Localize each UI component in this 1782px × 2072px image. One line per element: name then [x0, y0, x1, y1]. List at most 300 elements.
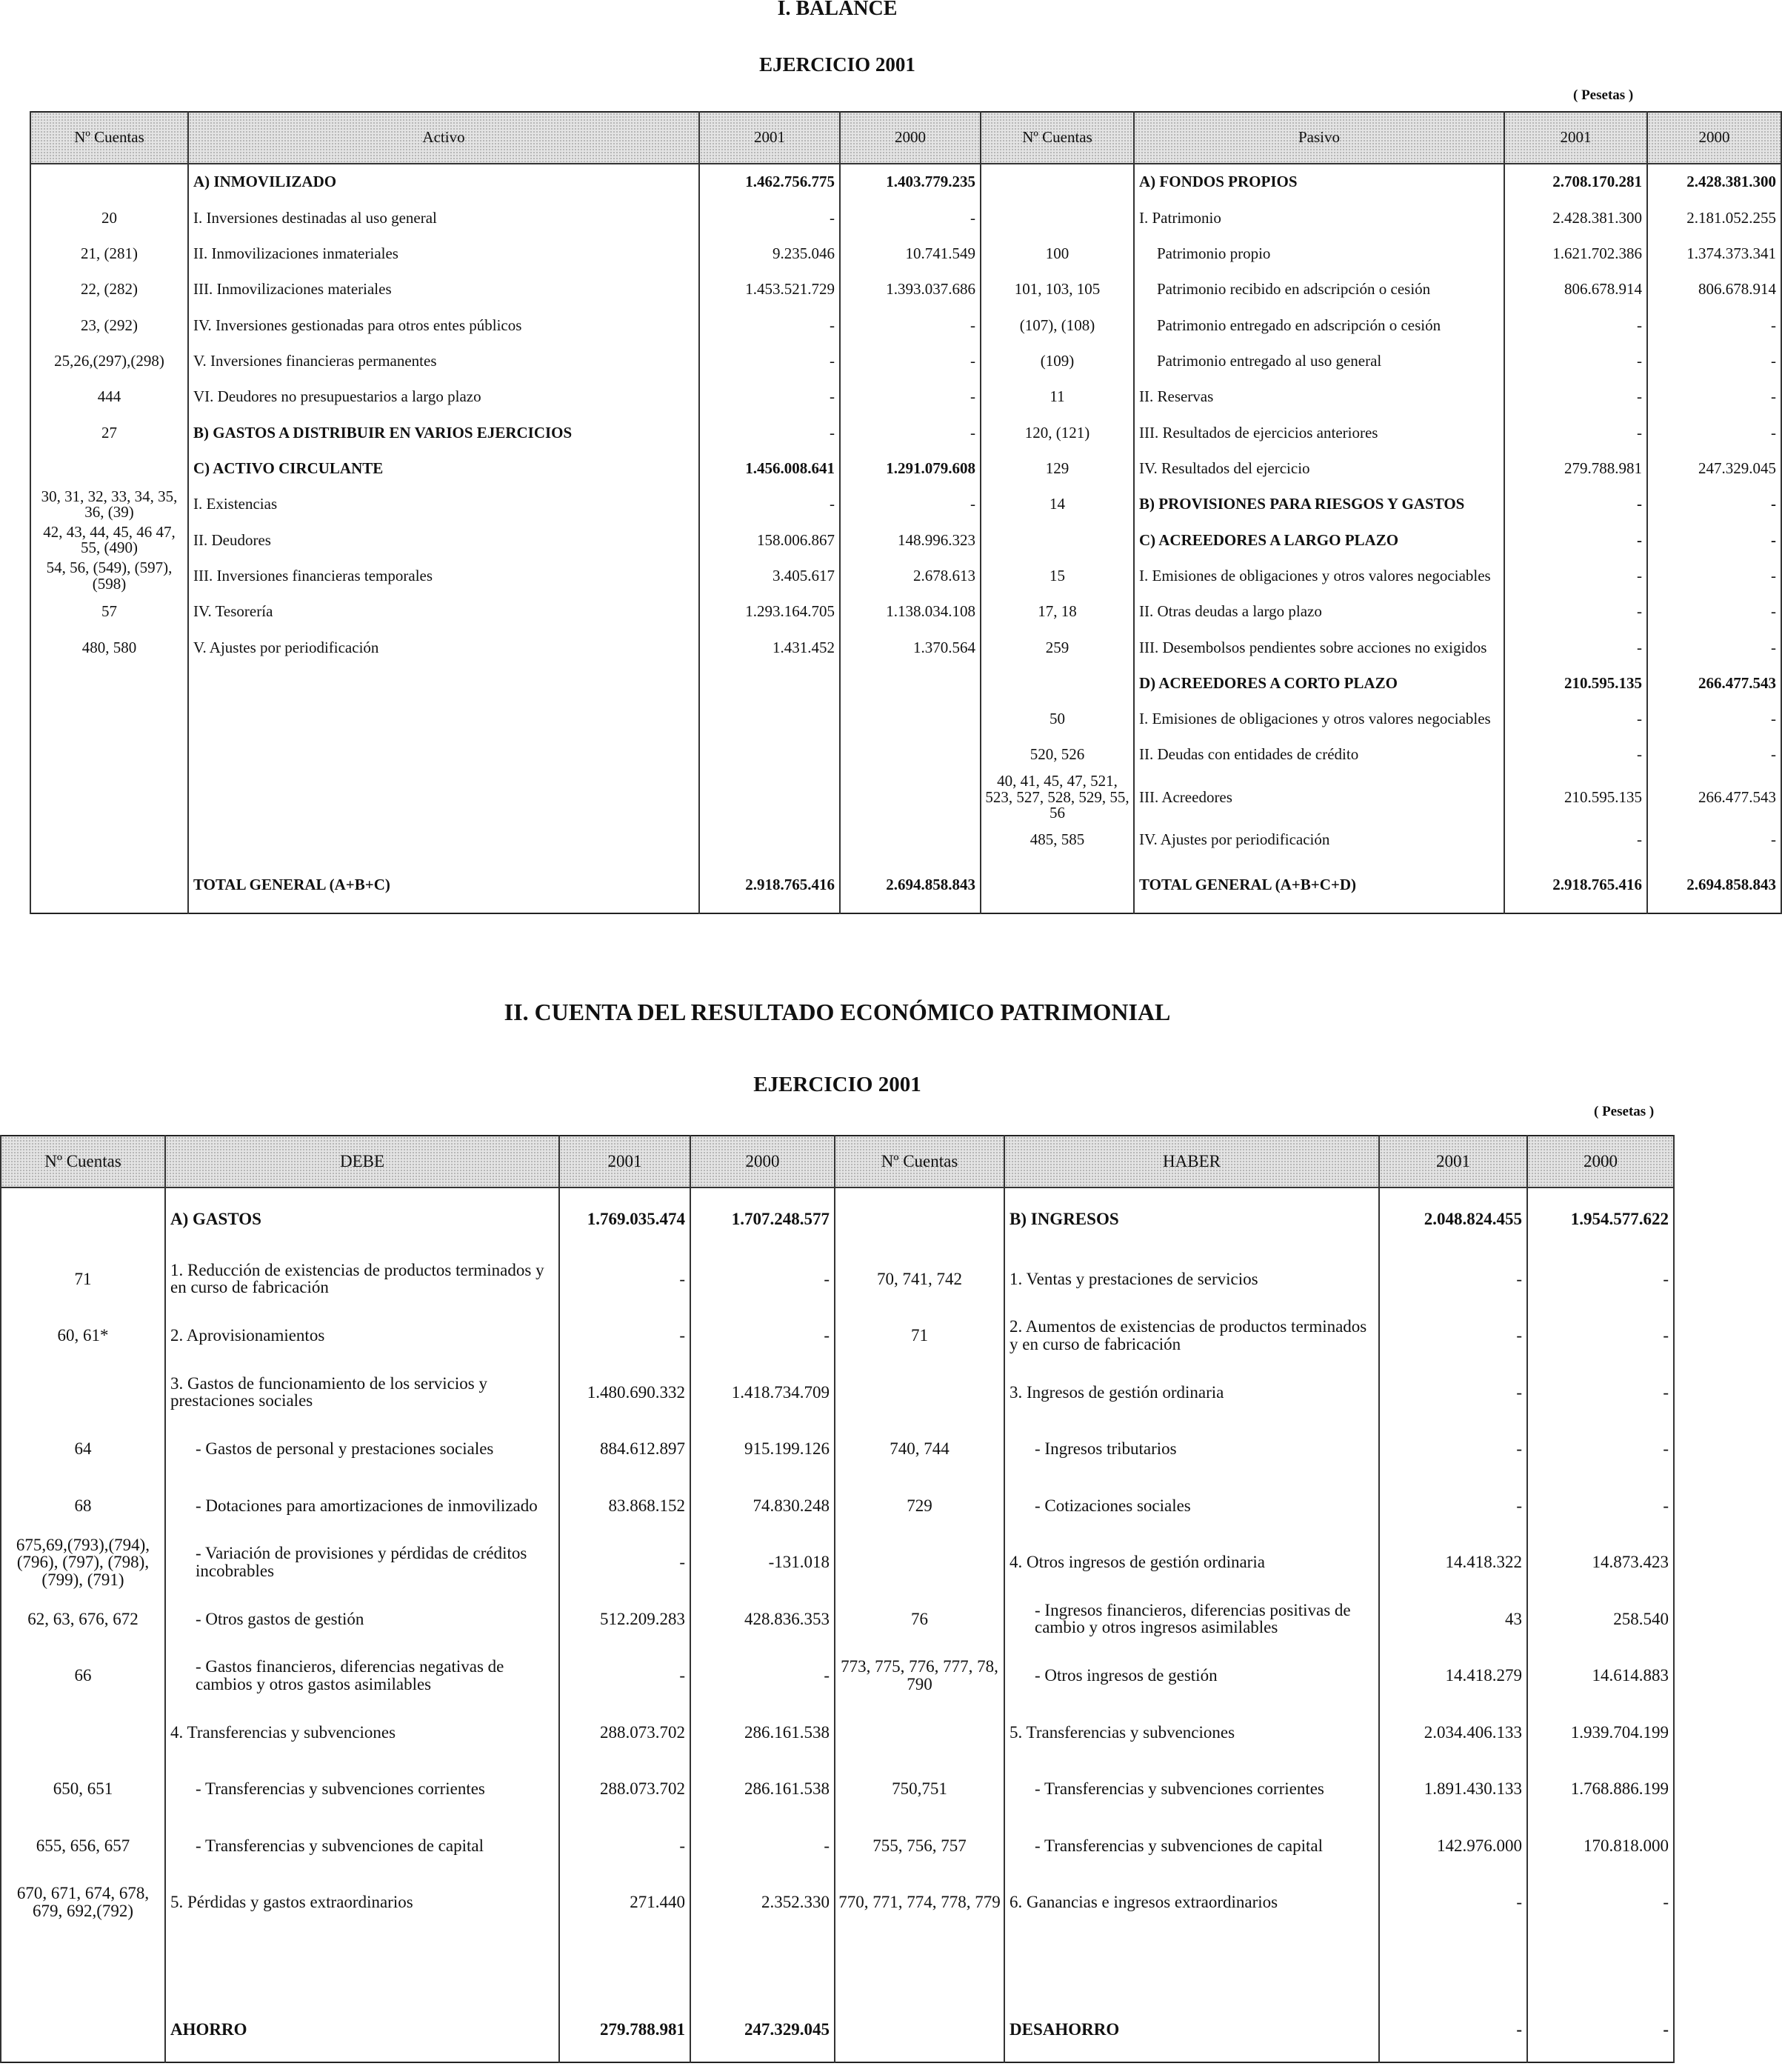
balance-cell-y2000-right: 1.374.373.341 — [1647, 236, 1781, 272]
resultado-cell-concept-right: - Cotizaciones sociales — [1004, 1477, 1379, 1534]
balance-cell-y2000-right: - — [1647, 737, 1781, 773]
resultado-cell-y2000-right: 1.954.577.622 — [1527, 1187, 1674, 1250]
resultado-row — [1, 1817, 1674, 1874]
balance-row — [30, 379, 1781, 415]
resultado-cell-y2000-right: - — [1527, 1421, 1674, 1478]
resultado-cell-concept-left: 1. Reducción de existencias de productos terminados y en curso de fabricación — [165, 1250, 559, 1308]
balance-cell-y2000-right: - — [1647, 415, 1781, 450]
resultado-header-col-2: 2001 — [559, 1136, 690, 1187]
resultado-cell-y2001-right: 14.418.279 — [1379, 1648, 1527, 1705]
balance-cell-acct-right — [981, 164, 1134, 200]
resultado-cell-y2001-right: - — [1379, 1421, 1527, 1478]
balance-cell-y2001-left — [699, 702, 840, 737]
balance-cell-concept-right: III. Desembolsos pendientes sobre acciones no exigidos — [1134, 630, 1504, 665]
resultado-row — [1, 1761, 1674, 1818]
balance-header-col-5: Pasivo — [1134, 112, 1504, 164]
balance-cell-concept-right: I. Emisiones de obligaciones y otros valores negociables — [1134, 702, 1504, 737]
balance-cell-concept-left: V. Ajustes por periodificación — [188, 630, 699, 665]
resultado-cell-acct-left — [1, 1931, 165, 1998]
resultado-cell-acct-right — [835, 1534, 1004, 1591]
balance-header-col-2: 2001 — [699, 112, 840, 164]
resultado-cell-acct-left: 670, 671, 674, 678, 679, 692,(792) — [1, 1874, 165, 1931]
resultado-cell-acct-right: 740, 744 — [835, 1421, 1004, 1478]
balance-cell-y2001-left: 2.918.765.416 — [699, 858, 840, 913]
balance-cell-y2000-right: 2.694.858.843 — [1647, 858, 1781, 913]
resultado-cell-y2000-left: - — [690, 1817, 835, 1874]
resultado-row — [1, 1998, 1674, 2062]
balance-header-col-1: Activo — [188, 112, 699, 164]
resultado-cell-acct-right: 755, 756, 757 — [835, 1817, 1004, 1874]
balance-title: I. BALANCE — [777, 0, 898, 20]
balance-header-col-0: Nº Cuentas — [30, 112, 188, 164]
resultado-cell-y2001-left: 83.868.152 — [559, 1477, 690, 1534]
resultado-cell-y2000-left: 286.161.538 — [690, 1704, 835, 1761]
resultado-cell-concept-left — [165, 1931, 559, 1998]
resultado-cell-acct-left: 71 — [1, 1250, 165, 1308]
balance-cell-y2001-right: - — [1504, 822, 1647, 857]
balance-cell-concept-right: Patrimonio recibido en adscripción o cesión — [1134, 272, 1504, 307]
balance-cell-acct-right: 129 — [981, 451, 1134, 487]
balance-cell-acct-left: 22, (282) — [30, 272, 188, 307]
resultado-cell-y2000-left: 286.161.538 — [690, 1761, 835, 1818]
balance-cell-acct-left: 57 — [30, 594, 188, 630]
resultado-header-col-7: 2000 — [1527, 1136, 1674, 1187]
balance-row — [30, 630, 1781, 665]
resultado-cell-y2000-right: - — [1527, 1250, 1674, 1308]
resultado-cell-concept-right: - Transferencias y subvenciones corrientes — [1004, 1761, 1379, 1818]
resultado-cell-y2000-left: 74.830.248 — [690, 1477, 835, 1534]
balance-cell-y2000-left: - — [840, 487, 981, 522]
balance-cell-concept-left — [188, 773, 699, 822]
balance-cell-concept-left: IV. Tesorería — [188, 594, 699, 630]
balance-cell-y2000-left: 1.393.037.686 — [840, 272, 981, 307]
resultado-cell-concept-right: B) INGRESOS — [1004, 1187, 1379, 1250]
resultado-cell-y2000-right: 1.939.704.199 — [1527, 1704, 1674, 1761]
resultado-cell-y2001-right: - — [1379, 1308, 1527, 1365]
balance-cell-y2000-left: - — [840, 307, 981, 343]
balance-cell-y2000-right: - — [1647, 522, 1781, 558]
balance-cell-acct-left — [30, 164, 188, 200]
balance-cell-acct-left: 480, 580 — [30, 630, 188, 665]
resultado-cell-y2000-left: 428.836.353 — [690, 1590, 835, 1648]
balance-cell-y2001-right: 1.621.702.386 — [1504, 236, 1647, 272]
resultado-header-row — [1, 1136, 1674, 1187]
resultado-cell-y2000-left: - — [690, 1250, 835, 1308]
resultado-row — [1, 1308, 1674, 1365]
balance-cell-y2000-left: 148.996.323 — [840, 522, 981, 558]
resultado-cell-concept-left: - Dotaciones para amortizaciones de inmovilizado — [165, 1477, 559, 1534]
balance-row — [30, 522, 1781, 558]
balance-cell-acct-left: 42, 43, 44, 45, 46 47, 55, (490) — [30, 522, 188, 558]
balance-currency-note: ( Pesetas ) — [1573, 87, 1634, 103]
resultado-cell-acct-left — [1, 1187, 165, 1250]
balance-cell-concept-right: A) FONDOS PROPIOS — [1134, 164, 1504, 200]
balance-row — [30, 773, 1781, 822]
resultado-header-col-0: Nº Cuentas — [1, 1136, 165, 1187]
balance-cell-y2000-left — [840, 737, 981, 773]
resultado-header-col-3: 2000 — [690, 1136, 835, 1187]
balance-cell-y2001-left — [699, 822, 840, 857]
balance-cell-y2000-right: - — [1647, 594, 1781, 630]
balance-row — [30, 451, 1781, 487]
balance-cell-y2001-left: - — [699, 200, 840, 236]
resultado-cell-y2001-right: 1.891.430.133 — [1379, 1761, 1527, 1818]
resultado-title: II. CUENTA DEL RESULTADO ECONÓMICO PATRIMONIAL — [504, 999, 1171, 1025]
balance-cell-y2001-left: 1.456.008.641 — [699, 451, 840, 487]
resultado-cell-y2000-left: - — [690, 1308, 835, 1365]
balance-cell-y2000-left: - — [840, 200, 981, 236]
resultado-cell-y2001-left: 288.073.702 — [559, 1761, 690, 1818]
balance-table — [30, 111, 1782, 914]
resultado-cell-y2000-right: 14.614.883 — [1527, 1648, 1674, 1705]
balance-cell-y2001-right: 210.595.135 — [1504, 773, 1647, 822]
resultado-cell-acct-left — [1, 1704, 165, 1761]
resultado-cell-y2001-right: - — [1379, 1364, 1527, 1421]
balance-row — [30, 272, 1781, 307]
resultado-cell-acct-right: 729 — [835, 1477, 1004, 1534]
balance-cell-concept-right: D) ACREEDORES A CORTO PLAZO — [1134, 665, 1504, 701]
resultado-cell-concept-right: 2. Aumentos de existencias de productos terminados y en curso de fabricación — [1004, 1308, 1379, 1365]
balance-cell-y2001-left: 1.453.521.729 — [699, 272, 840, 307]
balance-cell-concept-right: II. Otras deudas a largo plazo — [1134, 594, 1504, 630]
resultado-cell-y2000-left: 247.329.045 — [690, 1998, 835, 2062]
balance-cell-y2001-left — [699, 773, 840, 822]
resultado-currency-note: ( Pesetas ) — [1594, 1104, 1655, 1119]
balance-cell-concept-left — [188, 737, 699, 773]
balance-cell-concept-right: Patrimonio entregado al uso general — [1134, 344, 1504, 379]
balance-cell-acct-right: 120, (121) — [981, 415, 1134, 450]
balance-cell-y2001-left: - — [699, 344, 840, 379]
balance-cell-concept-right: IV. Resultados del ejercicio — [1134, 451, 1504, 487]
balance-cell-y2001-right: 2.708.170.281 — [1504, 164, 1647, 200]
balance-cell-acct-left — [30, 451, 188, 487]
balance-cell-acct-left: 27 — [30, 415, 188, 450]
resultado-cell-y2001-right: 2.034.406.133 — [1379, 1704, 1527, 1761]
resultado-cell-concept-left: - Variación de provisiones y pérdidas de créditos incobrables — [165, 1534, 559, 1591]
resultado-cell-y2001-right — [1379, 1931, 1527, 1998]
resultado-cell-concept-right: 6. Ganancias e ingresos extraordinarios — [1004, 1874, 1379, 1931]
resultado-header-col-4: Nº Cuentas — [835, 1136, 1004, 1187]
resultado-cell-y2000-left — [690, 1931, 835, 1998]
balance-cell-y2001-right: - — [1504, 737, 1647, 773]
balance-cell-y2000-left: - — [840, 344, 981, 379]
resultado-cell-y2001-left: 1.769.035.474 — [559, 1187, 690, 1250]
balance-cell-concept-left: V. Inversiones financieras permanentes — [188, 344, 699, 379]
resultado-cell-y2001-right: - — [1379, 1250, 1527, 1308]
balance-cell-concept-left: I. Inversiones destinadas al uso general — [188, 200, 699, 236]
balance-cell-y2001-left — [699, 665, 840, 701]
balance-cell-acct-left — [30, 702, 188, 737]
balance-header-row — [30, 112, 1781, 164]
resultado-cell-concept-right: - Otros ingresos de gestión — [1004, 1648, 1379, 1705]
balance-row — [30, 594, 1781, 630]
resultado-cell-y2001-left: 288.073.702 — [559, 1704, 690, 1761]
resultado-cell-y2001-right: - — [1379, 1998, 1527, 2062]
resultado-cell-acct-left: 675,69,(793),(794), (796), (797), (798), (799), (791) — [1, 1534, 165, 1591]
balance-cell-y2001-left: - — [699, 487, 840, 522]
balance-subtitle: EJERCICIO 2001 — [759, 53, 915, 76]
resultado-cell-concept-left: - Gastos de personal y prestaciones sociales — [165, 1421, 559, 1478]
balance-cell-acct-left: 444 — [30, 379, 188, 415]
resultado-cell-concept-left: 5. Pérdidas y gastos extraordinarios — [165, 1874, 559, 1931]
balance-cell-acct-left: 20 — [30, 200, 188, 236]
balance-cell-concept-right: II. Reservas — [1134, 379, 1504, 415]
resultado-cell-y2000-left: 2.352.330 — [690, 1874, 835, 1931]
balance-cell-concept-left — [188, 702, 699, 737]
balance-cell-acct-left — [30, 858, 188, 913]
resultado-cell-acct-right — [835, 1704, 1004, 1761]
resultado-cell-y2000-right — [1527, 1931, 1674, 1998]
resultado-cell-y2000-left: 915.199.126 — [690, 1421, 835, 1478]
resultado-cell-acct-left: 655, 656, 657 — [1, 1817, 165, 1874]
balance-cell-y2000-left: 1.291.079.608 — [840, 451, 981, 487]
resultado-row — [1, 1648, 1674, 1705]
balance-row — [30, 558, 1781, 593]
balance-cell-concept-right: I. Patrimonio — [1134, 200, 1504, 236]
balance-cell-y2001-left: 1.431.452 — [699, 630, 840, 665]
balance-cell-concept-right: II. Deudas con entidades de crédito — [1134, 737, 1504, 773]
balance-cell-y2001-left: 1.293.164.705 — [699, 594, 840, 630]
resultado-subtitle: EJERCICIO 2001 — [753, 1073, 921, 1096]
balance-row — [30, 702, 1781, 737]
balance-cell-acct-right: (107), (108) — [981, 307, 1134, 343]
balance-row — [30, 236, 1781, 272]
balance-cell-y2001-right: - — [1504, 415, 1647, 450]
balance-row — [30, 822, 1781, 857]
balance-cell-acct-right — [981, 200, 1134, 236]
resultado-cell-acct-right — [835, 1998, 1004, 2062]
balance-cell-y2000-right: - — [1647, 558, 1781, 593]
balance-cell-acct-right: 11 — [981, 379, 1134, 415]
balance-cell-y2000-left: 1.138.034.108 — [840, 594, 981, 630]
balance-row — [30, 415, 1781, 450]
balance-cell-y2001-right: - — [1504, 558, 1647, 593]
balance-cell-concept-left: TOTAL GENERAL (A+B+C) — [188, 858, 699, 913]
balance-header-col-6: 2001 — [1504, 112, 1647, 164]
balance-cell-y2001-right: - — [1504, 522, 1647, 558]
resultado-cell-concept-left: 4. Transferencias y subvenciones — [165, 1704, 559, 1761]
resultado-row — [1, 1421, 1674, 1478]
resultado-cell-y2000-left: 1.707.248.577 — [690, 1187, 835, 1250]
balance-cell-y2001-left: 3.405.617 — [699, 558, 840, 593]
balance-cell-acct-left: 23, (292) — [30, 307, 188, 343]
resultado-cell-y2001-right: 142.976.000 — [1379, 1817, 1527, 1874]
balance-cell-y2000-left: 1.370.564 — [840, 630, 981, 665]
resultado-cell-y2001-left: - — [559, 1648, 690, 1705]
balance-cell-acct-right: 17, 18 — [981, 594, 1134, 630]
balance-cell-y2001-left — [699, 737, 840, 773]
balance-cell-y2000-left — [840, 665, 981, 701]
balance-cell-concept-right: C) ACREEDORES A LARGO PLAZO — [1134, 522, 1504, 558]
balance-cell-y2001-right: - — [1504, 307, 1647, 343]
balance-header-col-3: 2000 — [840, 112, 981, 164]
balance-cell-acct-left — [30, 773, 188, 822]
balance-cell-y2000-left — [840, 822, 981, 857]
resultado-cell-acct-left — [1, 1998, 165, 2062]
resultado-cell-acct-right — [835, 1364, 1004, 1421]
balance-cell-concept-left: C) ACTIVO CIRCULANTE — [188, 451, 699, 487]
resultado-cell-y2000-right: 1.768.886.199 — [1527, 1761, 1674, 1818]
balance-cell-y2000-right: - — [1647, 822, 1781, 857]
resultado-cell-concept-left: - Otros gastos de gestión — [165, 1590, 559, 1648]
balance-cell-y2000-right: - — [1647, 630, 1781, 665]
balance-cell-acct-right: 14 — [981, 487, 1134, 522]
balance-row — [30, 487, 1781, 522]
resultado-cell-acct-left — [1, 1364, 165, 1421]
resultado-cell-y2001-left: 512.209.283 — [559, 1590, 690, 1648]
resultado-cell-y2000-right: 170.818.000 — [1527, 1817, 1674, 1874]
resultado-cell-concept-right — [1004, 1931, 1379, 1998]
balance-cell-y2000-right: 2.428.381.300 — [1647, 164, 1781, 200]
resultado-cell-y2001-right: 43 — [1379, 1590, 1527, 1648]
balance-cell-concept-left: A) INMOVILIZADO — [188, 164, 699, 200]
balance-cell-concept-right: Patrimonio propio — [1134, 236, 1504, 272]
balance-cell-acct-left: 21, (281) — [30, 236, 188, 272]
resultado-cell-y2001-left: 884.612.897 — [559, 1421, 690, 1478]
resultado-cell-concept-left: - Transferencias y subvenciones corrientes — [165, 1761, 559, 1818]
balance-cell-concept-right: B) PROVISIONES PARA RIESGOS Y GASTOS — [1134, 487, 1504, 522]
balance-cell-concept-left: III. Inversiones financieras temporales — [188, 558, 699, 593]
balance-cell-concept-left: VI. Deudores no presupuestarios a largo plazo — [188, 379, 699, 415]
balance-cell-acct-right: 520, 526 — [981, 737, 1134, 773]
resultado-cell-acct-left: 650, 651 — [1, 1761, 165, 1818]
resultado-cell-acct-left: 62, 63, 676, 672 — [1, 1590, 165, 1648]
resultado-cell-y2001-left — [559, 1931, 690, 1998]
balance-cell-acct-right: 101, 103, 105 — [981, 272, 1134, 307]
balance-cell-acct-right — [981, 858, 1134, 913]
resultado-header-col-1: DEBE — [165, 1136, 559, 1187]
resultado-row — [1, 1931, 1674, 1998]
balance-cell-concept-right: I. Emisiones de obligaciones y otros valores negociables — [1134, 558, 1504, 593]
balance-cell-y2001-left: - — [699, 415, 840, 450]
balance-row — [30, 344, 1781, 379]
resultado-row — [1, 1590, 1674, 1648]
resultado-cell-concept-left: - Gastos financieros, diferencias negativas de cambios y otros gastos asimilables — [165, 1648, 559, 1705]
balance-cell-y2001-left: - — [699, 307, 840, 343]
balance-cell-concept-left — [188, 665, 699, 701]
resultado-cell-concept-left: 2. Aprovisionamientos — [165, 1308, 559, 1365]
resultado-cell-acct-right: 750,751 — [835, 1761, 1004, 1818]
resultado-cell-y2001-right: - — [1379, 1874, 1527, 1931]
resultado-header-col-5: HABER — [1004, 1136, 1379, 1187]
balance-cell-acct-left — [30, 665, 188, 701]
balance-cell-concept-right: IV. Ajustes por periodificación — [1134, 822, 1504, 857]
resultado-cell-concept-left: - Transferencias y subvenciones de capital — [165, 1817, 559, 1874]
resultado-cell-y2001-left: 1.480.690.332 — [559, 1364, 690, 1421]
resultado-cell-concept-right: 1. Ventas y prestaciones de servicios — [1004, 1250, 1379, 1308]
balance-cell-y2000-left: - — [840, 379, 981, 415]
balance-cell-acct-right: 259 — [981, 630, 1134, 665]
resultado-cell-y2001-left: - — [559, 1817, 690, 1874]
balance-cell-acct-left: 25,26,(297),(298) — [30, 344, 188, 379]
resultado-cell-y2000-right: - — [1527, 1364, 1674, 1421]
balance-cell-concept-right: III. Resultados de ejercicios anteriores — [1134, 415, 1504, 450]
resultado-cell-y2001-right: 14.418.322 — [1379, 1534, 1527, 1591]
balance-cell-acct-right — [981, 522, 1134, 558]
resultado-cell-y2000-right: - — [1527, 1308, 1674, 1365]
balance-cell-y2000-left — [840, 702, 981, 737]
balance-cell-y2001-left: - — [699, 379, 840, 415]
resultado-cell-concept-left: AHORRO — [165, 1998, 559, 2062]
resultado-header-col-6: 2001 — [1379, 1136, 1527, 1187]
balance-cell-y2001-right: - — [1504, 487, 1647, 522]
balance-cell-y2000-right: - — [1647, 487, 1781, 522]
resultado-cell-y2000-left: -131.018 — [690, 1534, 835, 1591]
resultado-cell-y2001-left: - — [559, 1534, 690, 1591]
resultado-cell-acct-right: 71 — [835, 1308, 1004, 1365]
resultado-cell-acct-right: 70, 741, 742 — [835, 1250, 1004, 1308]
balance-header-col-4: Nº Cuentas — [981, 112, 1134, 164]
balance-cell-y2001-right: - — [1504, 594, 1647, 630]
balance-cell-y2000-right: 806.678.914 — [1647, 272, 1781, 307]
resultado-cell-acct-left: 64 — [1, 1421, 165, 1478]
balance-cell-acct-right: 485, 585 — [981, 822, 1134, 857]
balance-cell-acct-left — [30, 822, 188, 857]
balance-cell-y2000-right: 2.181.052.255 — [1647, 200, 1781, 236]
resultado-row — [1, 1364, 1674, 1421]
balance-cell-y2000-left: 1.403.779.235 — [840, 164, 981, 200]
resultado-cell-y2001-right: 2.048.824.455 — [1379, 1187, 1527, 1250]
resultado-cell-y2000-right: 258.540 — [1527, 1590, 1674, 1648]
resultado-cell-y2001-left: - — [559, 1308, 690, 1365]
balance-cell-concept-right: TOTAL GENERAL (A+B+C+D) — [1134, 858, 1504, 913]
balance-cell-y2000-right: - — [1647, 379, 1781, 415]
balance-cell-y2001-right: - — [1504, 344, 1647, 379]
resultado-cell-acct-left: 68 — [1, 1477, 165, 1534]
balance-cell-y2000-right: - — [1647, 702, 1781, 737]
resultado-cell-concept-right: 3. Ingresos de gestión ordinaria — [1004, 1364, 1379, 1421]
balance-cell-y2000-left — [840, 773, 981, 822]
resultado-cell-y2001-right: - — [1379, 1477, 1527, 1534]
resultado-table — [0, 1135, 1675, 2063]
balance-row — [30, 737, 1781, 773]
resultado-cell-acct-right — [835, 1187, 1004, 1250]
balance-cell-acct-left: 30, 31, 32, 33, 34, 35, 36, (39) — [30, 487, 188, 522]
balance-cell-y2001-right: 210.595.135 — [1504, 665, 1647, 701]
balance-cell-y2000-left: 2.694.858.843 — [840, 858, 981, 913]
resultado-cell-concept-right: 5. Transferencias y subvenciones — [1004, 1704, 1379, 1761]
balance-cell-acct-right — [981, 665, 1134, 701]
balance-cell-concept-left — [188, 822, 699, 857]
resultado-cell-concept-right: - Ingresos financieros, diferencias positivas de cambio y otros ingresos asimilables — [1004, 1590, 1379, 1648]
balance-cell-concept-left: IV. Inversiones gestionadas para otros entes públicos — [188, 307, 699, 343]
balance-cell-acct-left — [30, 737, 188, 773]
balance-cell-concept-left: I. Existencias — [188, 487, 699, 522]
balance-cell-acct-right: 40, 41, 45, 47, 521, 523, 527, 528, 529, 55, 56 — [981, 773, 1134, 822]
balance-cell-y2001-right: 2.918.765.416 — [1504, 858, 1647, 913]
resultado-row — [1, 1534, 1674, 1591]
balance-cell-concept-left: II. Deudores — [188, 522, 699, 558]
resultado-row — [1, 1477, 1674, 1534]
resultado-cell-y2000-left: - — [690, 1648, 835, 1705]
balance-cell-y2000-left: 10.741.549 — [840, 236, 981, 272]
balance-header-col-7: 2000 — [1647, 112, 1781, 164]
balance-row — [30, 858, 1781, 913]
balance-cell-y2001-right: 806.678.914 — [1504, 272, 1647, 307]
resultado-row — [1, 1874, 1674, 1931]
balance-cell-y2000-right: 266.477.543 — [1647, 665, 1781, 701]
balance-cell-concept-right: Patrimonio entregado en adscripción o cesión — [1134, 307, 1504, 343]
resultado-cell-y2000-right: - — [1527, 1874, 1674, 1931]
resultado-cell-concept-right: - Ingresos tributarios — [1004, 1421, 1379, 1478]
balance-cell-y2001-right: - — [1504, 630, 1647, 665]
resultado-cell-acct-right: 770, 771, 774, 778, 779 — [835, 1874, 1004, 1931]
balance-cell-acct-right: (109) — [981, 344, 1134, 379]
balance-row — [30, 200, 1781, 236]
balance-cell-concept-left: III. Inmovilizaciones materiales — [188, 272, 699, 307]
resultado-cell-concept-right: 4. Otros ingresos de gestión ordinaria — [1004, 1534, 1379, 1591]
resultado-cell-concept-left: 3. Gastos de funcionamiento de los servicios y prestaciones sociales — [165, 1364, 559, 1421]
